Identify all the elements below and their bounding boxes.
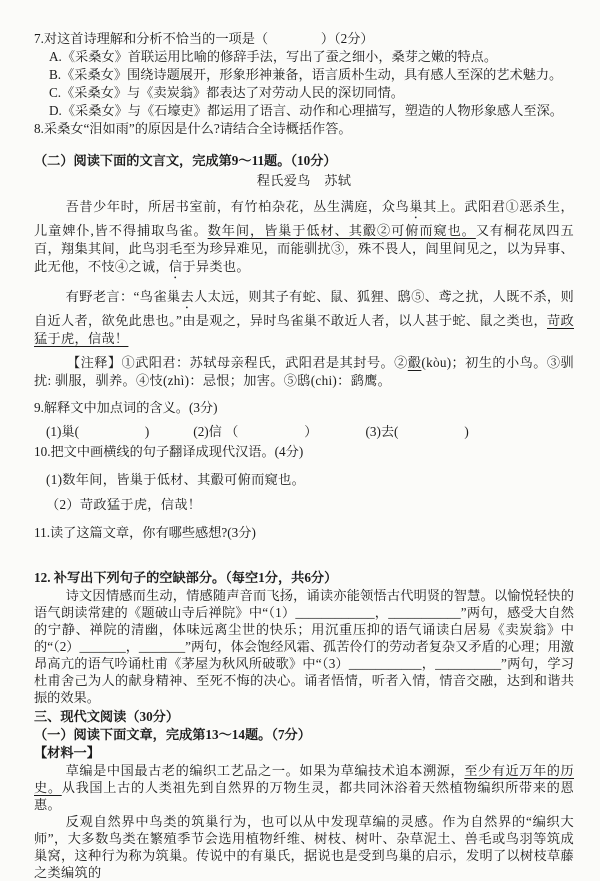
passage-text: 其上。武阳君①恶杀生，儿童婢仆,皆不得捕取鸟雀。 <box>34 199 574 238</box>
question-10-stem: 10.把文中画横线的句子翻译成现代汉语。(4分) <box>34 444 304 459</box>
dotted-word-qu: 去 <box>180 289 195 304</box>
material-text: 草编是中国最古老的编织工艺品之一。如果为草编技术追本溯源， <box>65 763 465 778</box>
question-8: 8.采桑女“泪如雨”的原因是什么?请结合全诗概括作答。 <box>34 121 352 136</box>
question-7-option-b: B.《采桑女》围绕诗题展开，形象形神兼备，语言质朴生动，具有感人至深的艺术魅力。 <box>49 67 563 82</box>
passage-text: 于异类也。 <box>182 259 250 274</box>
dotted-word-xin: 信 <box>168 259 183 274</box>
passage-title: 程氏爱鸟 苏轼 <box>256 173 352 188</box>
dotted-word-chao: 巢 <box>409 199 424 214</box>
question-9-blanks <box>34 423 574 441</box>
question-7-stem: 7.对这首诗理解和分析不恰当的一项是（ ）（2分） <box>34 31 374 46</box>
section-2-header: （二）阅读下面的文言文，完成第9～11题。（10分） <box>34 153 337 168</box>
passage-text: 吾昔少年时，所居书室前，有竹柏杂花，丛生满庭，众鸟 <box>65 199 410 214</box>
passage-text: 有野老言：“鸟雀巢 <box>65 289 181 304</box>
material-1-paragraph-1 <box>34 762 574 813</box>
material-text: 从我国上古的人类祖先到自然界的万物生灵，都共同沐浴着天然植物编织所带来的恩惠。 <box>34 780 574 812</box>
underlined-note-word: 鷇 <box>407 355 422 370</box>
passage-text: 人太远，则其子有蛇、鼠、狐狸、鸱⑤、鸢之扰，人既不杀，则自近人者，欲免此患也。”由是观之，异时鸟雀巢不敢近人者，以人甚于蛇、鼠之类也， <box>34 289 574 328</box>
blank-chao: (1)巢( ) <box>46 424 150 439</box>
passage-text: 又有桐花凤四五百，翔集其间，此鸟羽毛至为珍异难见，而能驯扰③，殊不畏人，闾里间见之，以为异事、此无他，不忮④之诚， <box>34 223 574 274</box>
question-10-item-1: (1)数年间，皆巢于低材、其鷇可俯而窥也。 <box>46 472 306 487</box>
underlined-material-phrase: 至少有近万年的历史。 <box>34 763 575 795</box>
material-1-paragraph-2: 反观自然界中鸟类的筑巢行为，也可以从中发现草编的灵感。作为自然界的“编织大师”，大多数鸟类在繁殖季节会选用植物纤维、树枝、树叶、杂草泥土、兽毛或鸟羽等筑成巢窝，这种行为称为筑巢。传说中的有巢氏，据说也是受到鸟巢的启示，发明了以树枝草藤之类编筑的 <box>34 814 574 880</box>
blank-xin: (2)信 （ ） <box>193 424 318 439</box>
underlined-sentence-2: 苛政猛于虎，信哉！ <box>34 313 574 346</box>
question-7-option-d: D.《采桑女》与《石壕吏》都运用了语言、动作和心理描写，塑造的人物形象感人至深。 <box>49 103 563 118</box>
question-7-option-a: A.《采桑女》首联运用比喻的修辞手法，写出了蚕之细小，桑芽之嫩的特点。 <box>49 49 498 64</box>
question-9-stem: 9.解释文中加点词的含义。(3分) <box>34 400 218 415</box>
question-7-option-c: C.《采桑女》与《卖炭翁》都表达了对劳动人民的深切同情。 <box>49 85 404 100</box>
question-12-stem: 12. 补写出下列句子的空缺部分。（每空1分，共6分） <box>34 570 338 585</box>
passage-paragraph-1 <box>34 198 574 282</box>
section-3-header: 三、现代文阅读（30分） <box>34 709 180 724</box>
blank-qu: (3)去( ) <box>365 424 469 439</box>
passage-paragraph-2 <box>34 288 574 348</box>
notes-text: 【注释】①武阳君：苏轼母亲程氏，武阳君是其封号。② <box>67 355 408 370</box>
question-10-item-2: （2）苛政猛于虎，信哉！ <box>46 497 202 512</box>
underlined-sentence-1: 数年间，皆巢于低材、其鷇②可俯而窥也。 <box>207 223 476 238</box>
question-12-body: 诗文因情感而生动，情感随声音而飞扬，诵读亦能领悟古代明贤的智慧。以愉悦轻快的语气朗读常建的《题破山寺后禅院》中“（1）____________，___________”两句，感受大自然的宁静、禅院的清幽，体味远离尘世的快乐；用沉重压抑的语气诵读白居易《卖炭翁》中的“（2）_______，_______”两句，体会饱经风霜、孤苦伶仃的劳动者复杂又矛盾的心理；用激昂高亢的语气吟诵杜甫《茅屋为秋风所破歌》中“（3）___________，__________”两句，学习杜甫舍己为人的献身精神、至死不悔的决心。诵者悟情，听者入情，情音交融，达到和谐共振的效果。 <box>34 588 574 705</box>
passage-notes <box>34 354 574 390</box>
question-11: 11.读了这篇文章，你有哪些感想?(3分) <box>34 525 256 540</box>
notes-text: (kòu)；初生的小鸟。③驯扰: 驯服，驯养。④忮(zhì)：忌恨；加害。⑤鸱(chi)：鹞鹰。 <box>34 355 575 388</box>
material-1-label: 【材料一】 <box>34 745 100 760</box>
section-3-sub-header: （一）阅读下面文章，完成第13～14题。（7分） <box>34 727 311 742</box>
